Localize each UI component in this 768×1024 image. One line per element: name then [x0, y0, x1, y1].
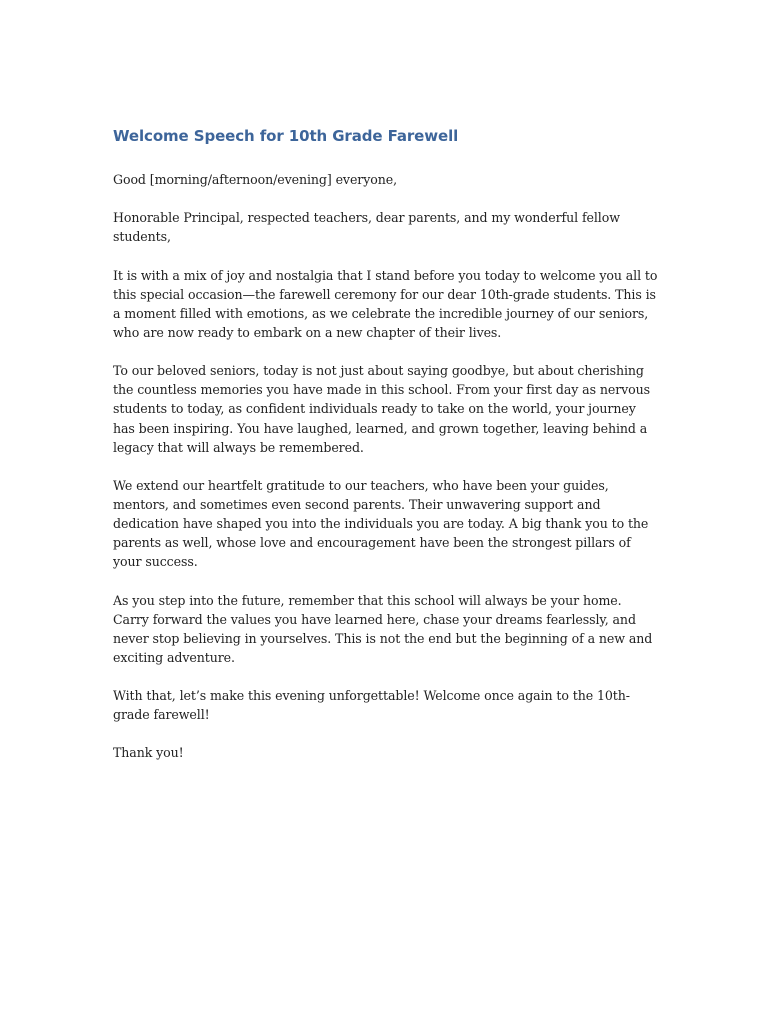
future-paragraph: As you step into the future, remember that this school will always be your home. Carry forward the values you have learned here, chase your dreams fearlessly, and never stop believing in yourselves. This is not the end but the beginning of a new and exciting adventure. [113, 592, 653, 665]
gratitude-paragraph: We extend our heartfelt gratitude to our teachers, who have been your guides, mentors, and sometimes even second parents. Their unwavering support and dedication have shaped you into the individuals you are today. A big thank you to the parents as well, whose love and encouragement have been the strongest pillars of your success. [113, 477, 649, 570]
seniors-paragraph: To our beloved seniors, today is not just about saying goodbye, but about cherishing the countless memories you have made in this school. From your first day as nervous students to today, as confident individuals ready to take on the world, your journey has been inspiring. You have laughed, learned, and grown together, leaving behind a legacy that will always be remembered. [113, 363, 651, 455]
closing-paragraph: With that, let’s make this evening unforgettable! Welcome once again to the 10th-grade farewell! [113, 688, 630, 723]
greeting-paragraph: Good [morning/afternoon/evening] everyone, [113, 172, 397, 187]
salutation-paragraph: Honorable Principal, respected teachers, dear parents, and my wonderful fellow students, [113, 210, 620, 245]
document-body [113, 124, 658, 782]
document-title: Welcome Speech for 10th Grade Farewell [113, 127, 459, 145]
intro-paragraph: It is with a mix of joy and nostalgia that I stand before you today to welcome you all to this special occasion—the farewell ceremony for our dear 10th-grade students. This is a moment filled with emotions, as we celebrate the incredible journey of our seniors, who are now ready to embark on a new chapter of their lives. [113, 267, 658, 340]
thank-you-paragraph: Thank you! [113, 745, 184, 761]
